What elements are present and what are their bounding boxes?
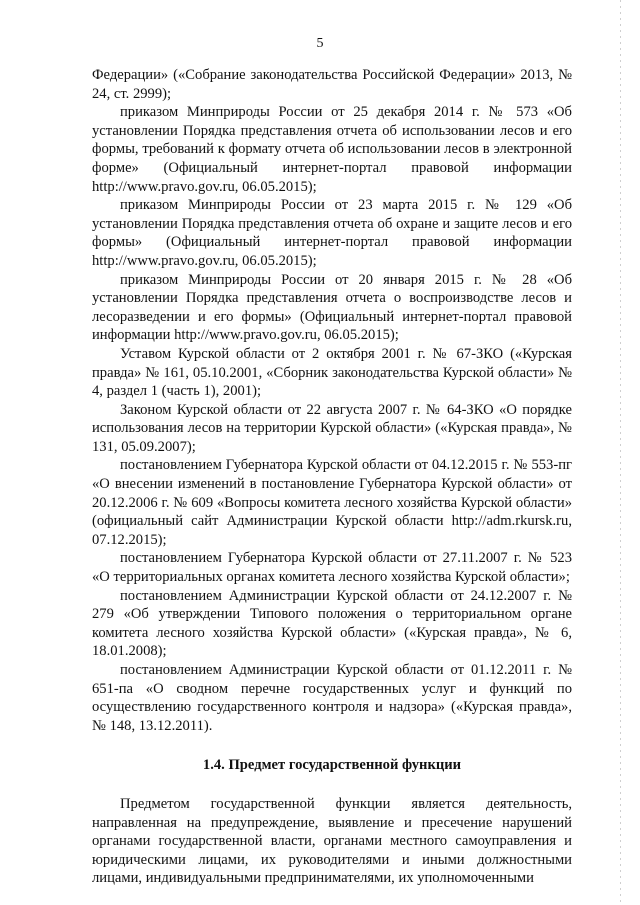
paragraph-resolution-651: постановлением Администрации Курской области от 01.12.2011 г. № 651-па «О сводном перечне государственных услуг и функций по осуществлению государственного контроля и надзора» («Курская правда», № 148, 13.12.2011). xyxy=(92,662,572,734)
paragraph-order-129: приказом Минприроды России от 23 марта 2015 г. № 129 «Об установлении Порядка представления отчета об охране и защите лесов и его формы» (Официальный интернет-портал правовой информации http://www.pravo.gov.ru, 06.05.2015); xyxy=(92,197,572,269)
paragraph-law-64: Законом Курской области от 22 августа 2007 г. № 64-ЗКО «О порядке использования лесов на территории Курской области» («Курская правда», № 131, 05.09.2007); xyxy=(92,401,572,455)
paragraph-resolution-523: постановлением Губернатора Курской области от 27.11.2007 г. № 523 «О территориальных органах комитета лесного хозяйства Курской области»; xyxy=(92,550,572,586)
paragraph-resolution-279: постановлением Администрации Курской области от 24.12.2007 г. № 279 «Об утверждении Типового положения о территориальном органе комитета лесного хозяйства Курской области» («Курская правда», № 6, 18.01.2008); xyxy=(92,587,572,660)
paragraph-order-28: приказом Минприроды России от 20 января 2015 г. № 28 «Об установлении Порядка представления отчета о воспроизводстве лесов и лесоразведении и его формы» (Официальный интернет-портал правовой информации http://www.pravo.gov.ru, 06.05.2015); xyxy=(92,271,572,344)
paragraph-charter: Уставом Курской области от 2 октября 2001 г. № 67-ЗКО («Курская правда» № 161, 05.10.2001, «Сборник законодательства Курской области» № 4, раздел 1 (часть 1), 2001); xyxy=(92,345,572,400)
paragraph-continuation: Федерации» («Собрание законодательства Российской Федерации» 2013, № 24, ст. 2999); xyxy=(92,67,572,102)
paragraph-order-573: приказом Минприроды России от 25 декабря 2014 г. № 573 «Об установлении Порядка представления отчета об использовании лесов и его формы, требований к формату отчета об использовании лесов в электронной форме» (Официальный интернет-портал правовой информации http://www.pravo.gov.ru, 06.05.2015); xyxy=(92,104,572,195)
paragraph-resolution-553: постановлением Губернатора Курской области от 04.12.2015 г. № 553-пг «О внесении изменений в постановление Губернатора Курской области» от 20.12.2006 г. № 609 «Вопросы комитета лесного хозяйства Курской области» (официальный сайт Администрации Курской области http://adm.rkursk.ru, 07.12.2015); xyxy=(92,457,572,548)
paragraph-subject: Предметом государственной функции является деятельность, направленная на предупреждение, выявление и пресечение нарушений органами государственной власти, органами местного самоуправления и юридическими лицами, их руководителями и иными должностными лицами, индивидуальными предпринимателями, их уполномоченными xyxy=(92,795,572,887)
section-body xyxy=(92,795,572,888)
document-body xyxy=(92,66,572,888)
scan-edge-line xyxy=(620,0,621,905)
section-heading: 1.4. Предмет государственной функции xyxy=(202,757,462,774)
page-number: 5 xyxy=(316,36,324,51)
